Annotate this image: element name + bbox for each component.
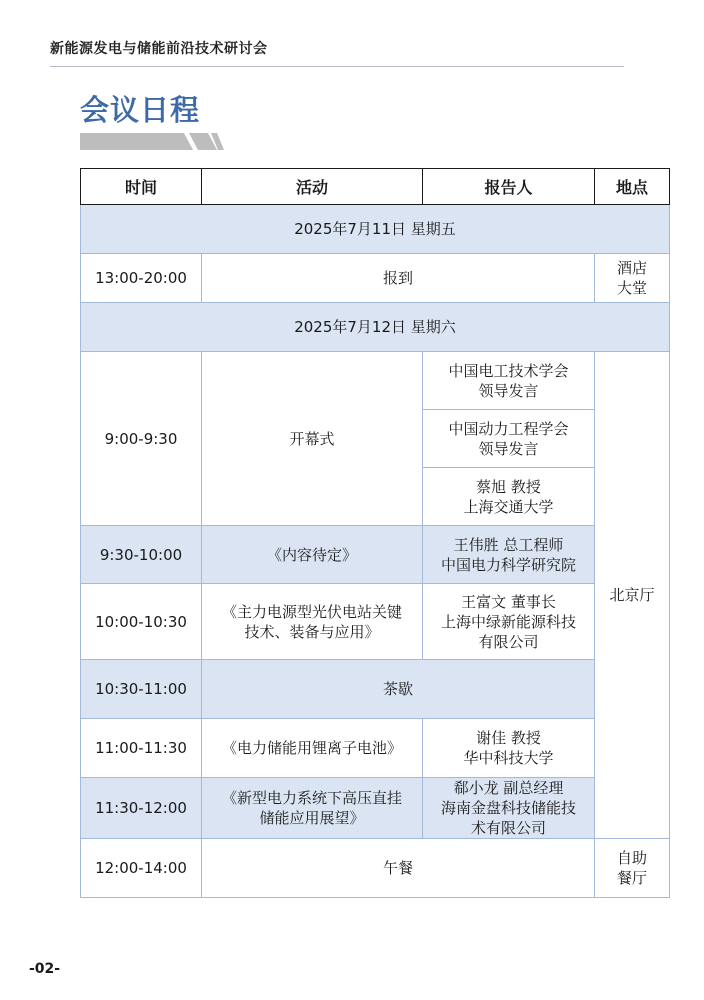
- page-number: -02-: [29, 961, 61, 977]
- document-header-title: 新能源发电与储能前沿技术研讨会: [50, 41, 268, 57]
- date-cell-day1: 2025年7月11日 星期五: [81, 205, 670, 254]
- time-cell: 9:00-9:30: [81, 352, 202, 526]
- section-title: 会议日程: [80, 93, 201, 127]
- table-row-talk-4: [81, 778, 670, 839]
- table-row-talk-1: [81, 526, 670, 584]
- time-cell: 10:00-10:30: [81, 584, 202, 660]
- date-row-day1: [81, 205, 670, 254]
- speaker-cell: 郗小龙 副总经理 海南金盘科技储能技 术有限公司: [423, 778, 595, 839]
- activity-cell: 《内容待定》: [202, 526, 423, 584]
- activity-cell: 午餐: [202, 839, 595, 898]
- column-header-speaker: 报告人: [423, 169, 595, 205]
- schedule-table: [80, 168, 670, 898]
- header-divider: [50, 66, 624, 67]
- column-header-activity: 活动: [202, 169, 423, 205]
- activity-cell: 《新型电力系统下高压直挂 储能应用展望》: [202, 778, 423, 839]
- speaker-cell: 王伟胜 总工程师 中国电力科学研究院: [423, 526, 595, 584]
- location-cell: 自助 餐厅: [595, 839, 670, 898]
- activity-cell: 茶歇: [202, 660, 595, 719]
- table-row-opening: [81, 352, 670, 410]
- table-row-break: [81, 660, 670, 719]
- column-header-location: 地点: [595, 169, 670, 205]
- activity-cell: 报到: [202, 254, 595, 303]
- time-cell: 11:00-11:30: [81, 719, 202, 778]
- table-row-lunch: [81, 839, 670, 898]
- table-row-talk-3: [81, 719, 670, 778]
- date-row-day2: [81, 303, 670, 352]
- location-cell: 酒店 大堂: [595, 254, 670, 303]
- speaker-cell: 蔡旭 教授 上海交通大学: [423, 468, 595, 526]
- activity-cell: 开幕式: [202, 352, 423, 526]
- time-cell: 12:00-14:00: [81, 839, 202, 898]
- time-cell: 9:30-10:00: [81, 526, 202, 584]
- table-header-row: [81, 169, 670, 205]
- table-row-checkin: [81, 254, 670, 303]
- speaker-cell: 中国动力工程学会 领导发言: [423, 410, 595, 468]
- column-header-time: 时间: [81, 169, 202, 205]
- speaker-cell: 王富文 董事长 上海中绿新能源科技 有限公司: [423, 584, 595, 660]
- activity-cell: 《主力电源型光伏电站关键 技术、装备与应用》: [202, 584, 423, 660]
- speaker-cell: 中国电工技术学会 领导发言: [423, 352, 595, 410]
- table-row-talk-2: [81, 584, 670, 660]
- title-underline-decoration: [80, 133, 224, 150]
- location-cell: 北京厅: [595, 352, 670, 839]
- speaker-cell: 谢佳 教授 华中科技大学: [423, 719, 595, 778]
- time-cell: 10:30-11:00: [81, 660, 202, 719]
- date-cell-day2: 2025年7月12日 星期六: [81, 303, 670, 352]
- time-cell: 13:00-20:00: [81, 254, 202, 303]
- activity-cell: 《电力储能用锂离子电池》: [202, 719, 423, 778]
- time-cell: 11:30-12:00: [81, 778, 202, 839]
